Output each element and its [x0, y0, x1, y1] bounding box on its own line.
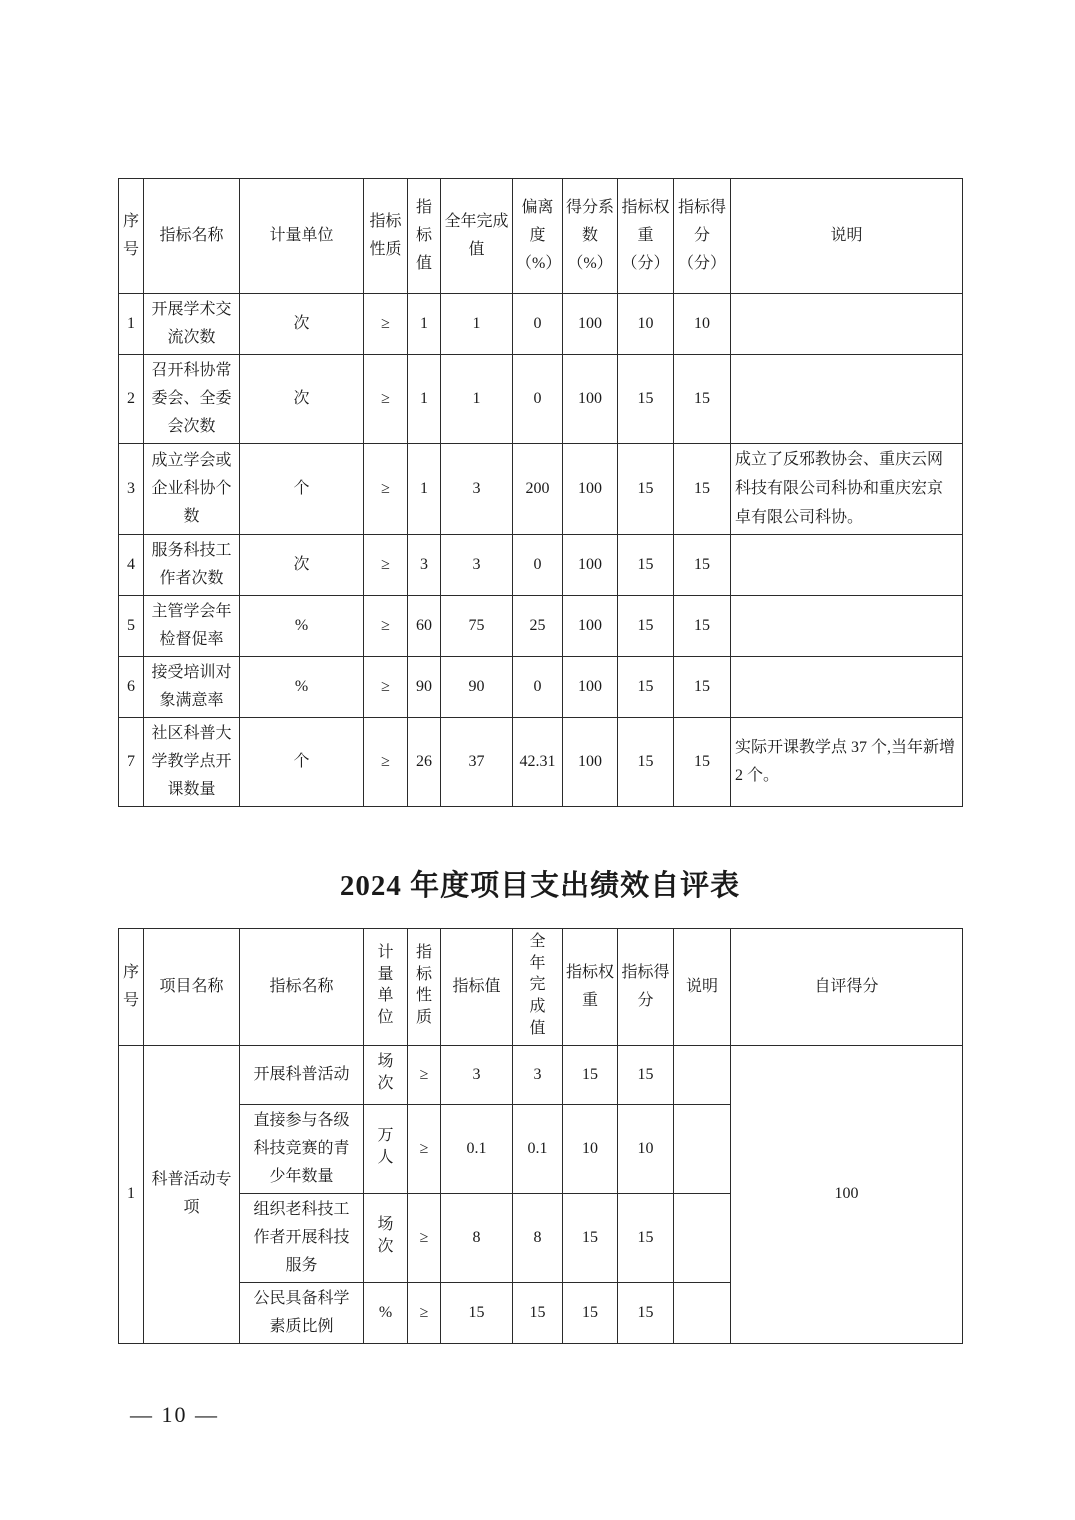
- project-name-cell: 科普活动专项: [144, 1045, 240, 1343]
- header-unit-text: 计量单位: [377, 943, 394, 1026]
- serial-cell: 2: [119, 355, 144, 444]
- indicator-name-cell: 开展学术交流次数: [144, 294, 240, 355]
- deviation-cell: 0: [513, 657, 563, 718]
- completed-value-cell: 1: [441, 355, 513, 444]
- serial-cell: 6: [119, 657, 144, 718]
- coefficient-cell: 100: [563, 294, 618, 355]
- coefficient-cell: 100: [563, 596, 618, 657]
- table-header-row: [119, 179, 963, 294]
- header-serial: 序号: [119, 179, 144, 294]
- header-score-coefficient: 得分系数（%）: [563, 179, 618, 294]
- target-value-cell: 3: [408, 535, 441, 596]
- table-header-row: [119, 929, 963, 1045]
- table-row: [119, 355, 963, 444]
- target-value-cell: 0.1: [441, 1104, 513, 1193]
- completed-value-cell: 3: [441, 444, 513, 535]
- serial-cell: 1: [119, 294, 144, 355]
- weight-cell: 15: [618, 535, 674, 596]
- note-cell: [674, 1193, 731, 1282]
- indicator-name-cell: 开展科普活动: [240, 1045, 364, 1104]
- unit-cell: 个: [240, 444, 364, 535]
- nature-cell: ≥: [364, 718, 408, 807]
- note-cell: [731, 657, 963, 718]
- unit-cell: [364, 1104, 408, 1193]
- table-row: [119, 294, 963, 355]
- score-cell: 10: [674, 294, 731, 355]
- target-value-cell: 3: [441, 1045, 513, 1104]
- nature-cell: ≥: [364, 657, 408, 718]
- unit-cell: 次: [240, 535, 364, 596]
- header-completed-value: [513, 929, 563, 1045]
- deviation-cell: 0: [513, 535, 563, 596]
- unit-cell: 次: [240, 294, 364, 355]
- deviation-cell: 0: [513, 355, 563, 444]
- coefficient-cell: 100: [563, 657, 618, 718]
- header-completed-value: 全年完成值: [441, 179, 513, 294]
- table-row: [119, 444, 963, 535]
- target-value-cell: 15: [441, 1282, 513, 1343]
- score-cell: 15: [674, 355, 731, 444]
- header-indicator-name: 指标名称: [240, 929, 364, 1045]
- indicator-name-cell: 公民具备科学素质比例: [240, 1282, 364, 1343]
- nature-cell: ≥: [364, 444, 408, 535]
- self-score-cell: 100: [731, 1045, 963, 1343]
- completed-value-cell: 15: [513, 1282, 563, 1343]
- header-weight: 指标权重: [563, 929, 618, 1045]
- score-cell: 15: [674, 535, 731, 596]
- completed-value-cell: 75: [441, 596, 513, 657]
- unit-cell: [364, 1193, 408, 1282]
- target-value-cell: 8: [441, 1193, 513, 1282]
- project-table-wrap: [118, 928, 962, 1343]
- score-cell: 15: [674, 718, 731, 807]
- target-value-cell: 90: [408, 657, 441, 718]
- page-number: — 10 —: [130, 1402, 219, 1427]
- weight-cell: 15: [618, 596, 674, 657]
- note-cell: [731, 355, 963, 444]
- serial-cell: 4: [119, 535, 144, 596]
- header-indicator-name: 指标名称: [144, 179, 240, 294]
- header-note: 说明: [731, 179, 963, 294]
- note-cell: [731, 596, 963, 657]
- note-cell: [674, 1282, 731, 1343]
- table-row: [119, 596, 963, 657]
- completed-value-cell: 3: [513, 1045, 563, 1104]
- table-row: [119, 718, 963, 807]
- unit-text: 万人: [377, 1127, 394, 1166]
- coefficient-cell: 100: [563, 444, 618, 535]
- header-serial: 序号: [119, 929, 144, 1045]
- nature-cell: ≥: [408, 1282, 441, 1343]
- unit-cell: 个: [240, 718, 364, 807]
- unit-cell: 次: [240, 355, 364, 444]
- completed-value-cell: 0.1: [513, 1104, 563, 1193]
- serial-cell: 5: [119, 596, 144, 657]
- completed-value-cell: 37: [441, 718, 513, 807]
- deviation-cell: 200: [513, 444, 563, 535]
- table-row: [119, 657, 963, 718]
- header-weight: 指标权重（分）: [618, 179, 674, 294]
- indicator-name-cell: 主管学会年检督促率: [144, 596, 240, 657]
- nature-cell: ≥: [364, 596, 408, 657]
- note-cell: 成立了反邪教协会、重庆云网科技有限公司科协和重庆宏京卓有限公司科协。: [731, 444, 963, 535]
- weight-cell: 15: [563, 1282, 618, 1343]
- weight-cell: 15: [563, 1193, 618, 1282]
- document-content: [118, 178, 962, 1344]
- note-cell: [731, 294, 963, 355]
- header-unit: 计量单位: [240, 179, 364, 294]
- header-score: 指标得分（分）: [674, 179, 731, 294]
- nature-cell: ≥: [364, 294, 408, 355]
- header-nature: 指标性质: [364, 179, 408, 294]
- header-completed-text: 全年完成值: [529, 933, 546, 1037]
- header-nature: [408, 929, 441, 1045]
- indicator-name-cell: 社区科普大学教学点开课数量: [144, 718, 240, 807]
- note-cell: [674, 1045, 731, 1104]
- header-self-score: 自评得分: [731, 929, 963, 1045]
- coefficient-cell: 100: [563, 718, 618, 807]
- weight-cell: 15: [618, 355, 674, 444]
- target-value-cell: 60: [408, 596, 441, 657]
- weight-cell: 15: [618, 718, 674, 807]
- target-value-cell: 1: [408, 355, 441, 444]
- header-target-value: 指标值: [408, 179, 441, 294]
- score-cell: 15: [674, 444, 731, 535]
- target-value-cell: 1: [408, 444, 441, 535]
- coefficient-cell: 100: [563, 355, 618, 444]
- nature-cell: ≥: [408, 1193, 441, 1282]
- serial-cell: 1: [119, 1045, 144, 1343]
- deviation-cell: 42.31: [513, 718, 563, 807]
- nature-cell: ≥: [364, 535, 408, 596]
- completed-value-cell: 8: [513, 1193, 563, 1282]
- coefficient-cell: 100: [563, 535, 618, 596]
- deviation-cell: 0: [513, 294, 563, 355]
- deviation-cell: 25: [513, 596, 563, 657]
- note-cell: 实际开课教学点 37 个,当年新增 2 个。: [731, 718, 963, 807]
- indicator-name-cell: 成立学会或企业科协个数: [144, 444, 240, 535]
- weight-cell: 10: [563, 1104, 618, 1193]
- unit-cell: %: [364, 1282, 408, 1343]
- unit-cell: %: [240, 657, 364, 718]
- table-row: [119, 1045, 963, 1104]
- indicator-name-cell: 直接参与各级科技竞赛的青少年数量: [240, 1104, 364, 1193]
- weight-cell: 15: [618, 444, 674, 535]
- header-project-name: 项目名称: [144, 929, 240, 1045]
- indicator-name-cell: 召开科协常委会、全委会次数: [144, 355, 240, 444]
- indicator-evaluation-table: [118, 178, 963, 807]
- section-title: 2024 年度项目支出绩效自评表: [339, 870, 741, 903]
- project-evaluation-table: [118, 928, 963, 1343]
- unit-cell: [364, 1045, 408, 1104]
- unit-cell: %: [240, 596, 364, 657]
- header-score: 指标得分: [618, 929, 674, 1045]
- target-value-cell: 1: [408, 294, 441, 355]
- target-value-cell: 26: [408, 718, 441, 807]
- weight-cell: 10: [618, 294, 674, 355]
- weight-cell: 15: [618, 657, 674, 718]
- table-row: [119, 535, 963, 596]
- unit-text: 场次: [377, 1053, 394, 1092]
- note-cell: [674, 1104, 731, 1193]
- serial-cell: 3: [119, 444, 144, 535]
- indicator-name-cell: 接受培训对象满意率: [144, 657, 240, 718]
- header-target-value: 指标值: [441, 929, 513, 1045]
- weight-cell: 15: [563, 1045, 618, 1104]
- score-cell: 15: [618, 1193, 674, 1282]
- header-note: 说明: [674, 929, 731, 1045]
- note-cell: [731, 535, 963, 596]
- completed-value-cell: 90: [441, 657, 513, 718]
- nature-cell: ≥: [408, 1104, 441, 1193]
- nature-cell: ≥: [408, 1045, 441, 1104]
- completed-value-cell: 1: [441, 294, 513, 355]
- score-cell: 10: [618, 1104, 674, 1193]
- header-nature-text: 指标性质: [415, 943, 432, 1026]
- header-unit: [364, 929, 408, 1045]
- score-cell: 15: [618, 1045, 674, 1104]
- score-cell: 15: [618, 1282, 674, 1343]
- score-cell: 15: [674, 657, 731, 718]
- unit-text: 场次: [377, 1216, 394, 1255]
- indicator-name-cell: 组织老科技工作者开展科技服务: [240, 1193, 364, 1282]
- score-cell: 15: [674, 596, 731, 657]
- serial-cell: 7: [119, 718, 144, 807]
- indicator-name-cell: 服务科技工作者次数: [144, 535, 240, 596]
- nature-cell: ≥: [364, 355, 408, 444]
- completed-value-cell: 3: [441, 535, 513, 596]
- header-deviation: 偏离度（%）: [513, 179, 563, 294]
